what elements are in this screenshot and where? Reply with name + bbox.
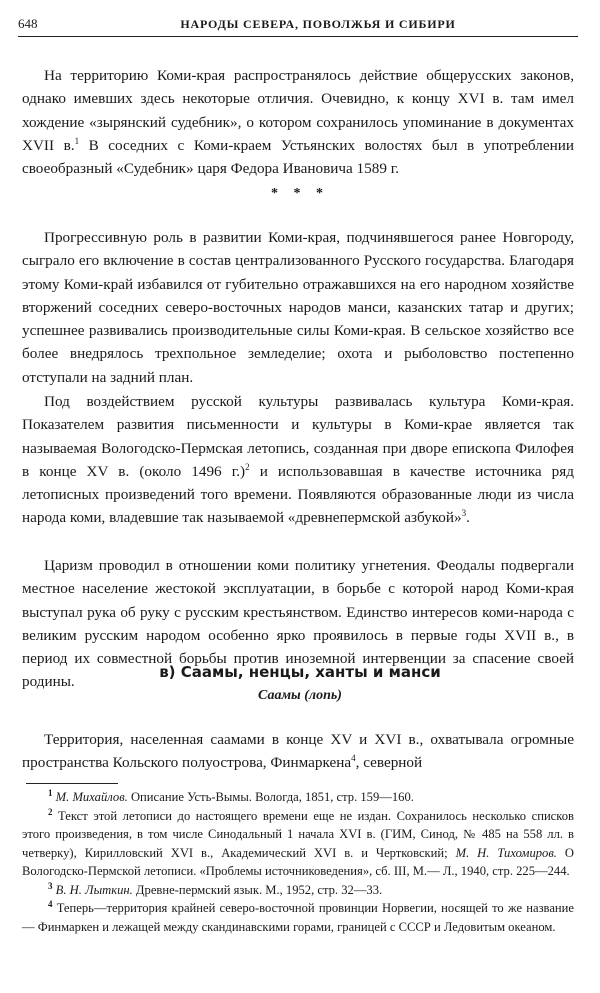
paragraph-progressive-role: Прогрессивную роль в развитии Коми-края, подчинявшегося ранее Новгороду, сыграло его включение в состав централизованного Русского государства. Благодаря этому Коми-край избавился от губительно отражавшихся на его народном хозяйстве вторжений соседних северо-восточных народов манси, казанских татар и других; успешнее развивались производительные силы Коми-края. В сельское хозяйство все более внедрялось трехпольное земледелие; охота и рыболовство постепенно отступали на задний план. — [22, 229, 574, 386]
paragraph-text: Под воздействием русской культуры развивалась культура Коми-края. Показателем развития письменности и культуры в Коми-крае является так называемая Вологодско-Пермская летопись, созданная при дворе епископа Филофея в конце XV в. (около 1496 г.) — [22, 393, 574, 480]
footnote-number: 1 — [48, 787, 53, 798]
paragraph-text: , северной — [355, 754, 423, 772]
footnote-text: Описание Усть-Вымы. Вологда, 1851, стр. 159—160. — [127, 790, 414, 804]
footnotes — [22, 788, 574, 936]
running-title: НАРОДЫ СЕВЕРА, ПОВОЛЖЬЯ И СИБИРИ — [180, 17, 456, 31]
footnote-3 — [22, 881, 574, 900]
footnote-author: М. Михайлов. — [55, 790, 128, 804]
footnote-4 — [22, 899, 574, 936]
footnote-ref: 3 — [461, 508, 467, 519]
footnote-number: 4 — [48, 898, 53, 909]
paragraph-text: . — [466, 509, 470, 527]
page-header — [18, 14, 578, 37]
footnote-ref: 4 — [351, 753, 356, 764]
paragraph-text: и использовавшая в качестве источника ряд летописных произведений того времени. Появляются образованные люди из числа народа коми, владевшие так называемой «древнепермской азбукой» — [22, 462, 574, 527]
asterism-divider: * * * — [271, 186, 329, 201]
subsection-heading: Саамы (лопь) — [258, 688, 342, 703]
paragraph-komi-laws — [22, 64, 574, 180]
footnote-text: Текст этой летописи до настоящего времени еще не издан. Сохранилось несколько списков этого произведения, в том числе Синодальный 1 начала XVI в. (ГИМ, Синод, № 485 на 558 лл. в четверку), Кирилловский XVI в., Академический XVI в. и Чертковский; — [22, 808, 574, 860]
footnote-text: О Вологодско-Пермской летописи. «Проблемы источниковедения», сб. III, М.— Л., 1940, стр. 225—244. — [22, 845, 574, 878]
footnote-author: М. Н. Тихомиров. — [455, 845, 557, 860]
paragraph-saami-territory — [22, 728, 574, 775]
paragraph-text: В соседних с Коми-краем Устьянских волостях был в употреблении своеобразный «Судебник» царя Федора Ивановича 1589 г. — [22, 136, 574, 178]
paragraph-culture — [22, 390, 574, 530]
footnote-text: Древне-пермский язык. М., 1952, стр. 32—33. — [132, 882, 383, 897]
footnote-author: В. Н. Лыткин. — [55, 882, 133, 897]
footnote-2 — [22, 807, 574, 881]
paragraph-text: Территория, населенная саамами в конце XV и XVI в., охватывала огромные пространства Кольского полуострова, Финмаркена — [22, 731, 574, 772]
footnote-number: 3 — [48, 880, 53, 891]
page-number: 648 — [18, 16, 38, 31]
footnote-ref: 1 — [74, 135, 80, 146]
footnote-1 — [22, 788, 574, 807]
paragraph-text: На территорию Коми-края распространялось действие общерусских законов, однако имевших здесь некоторые отличия. Очевидно, к концу XVI в. там имел хождение «зырянский судебник», о котором сохранилось упоминание в документах XVII в. — [22, 67, 574, 154]
footnote-divider — [26, 783, 118, 784]
footnote-text: Теперь—территория крайней северо-восточной провинции Норвегии, носящей то же название — Финмаркен и лежащей между скандинавскими горами, границей с СССР и Ледовитым океаном. — [22, 901, 574, 934]
footnote-ref: 2 — [245, 461, 250, 472]
section-heading: в) Саамы, ненцы, ханты и манси — [159, 663, 441, 681]
paragraph-tsarism: Царизм проводил в отношении коми политику угнетения. Феодалы подвергали местное население жестокой эксплуатации, в борьбе с которой народ Коми-края выступал рука об руку с русским крестьянством. Единство интересов коми-народа с великим русским народом особенно ярко проявилось в первые годы XVII в., в период их совместной борьбы против иноземной интервенции за спасение своей родины. — [22, 557, 574, 691]
footnote-number: 2 — [48, 806, 53, 817]
